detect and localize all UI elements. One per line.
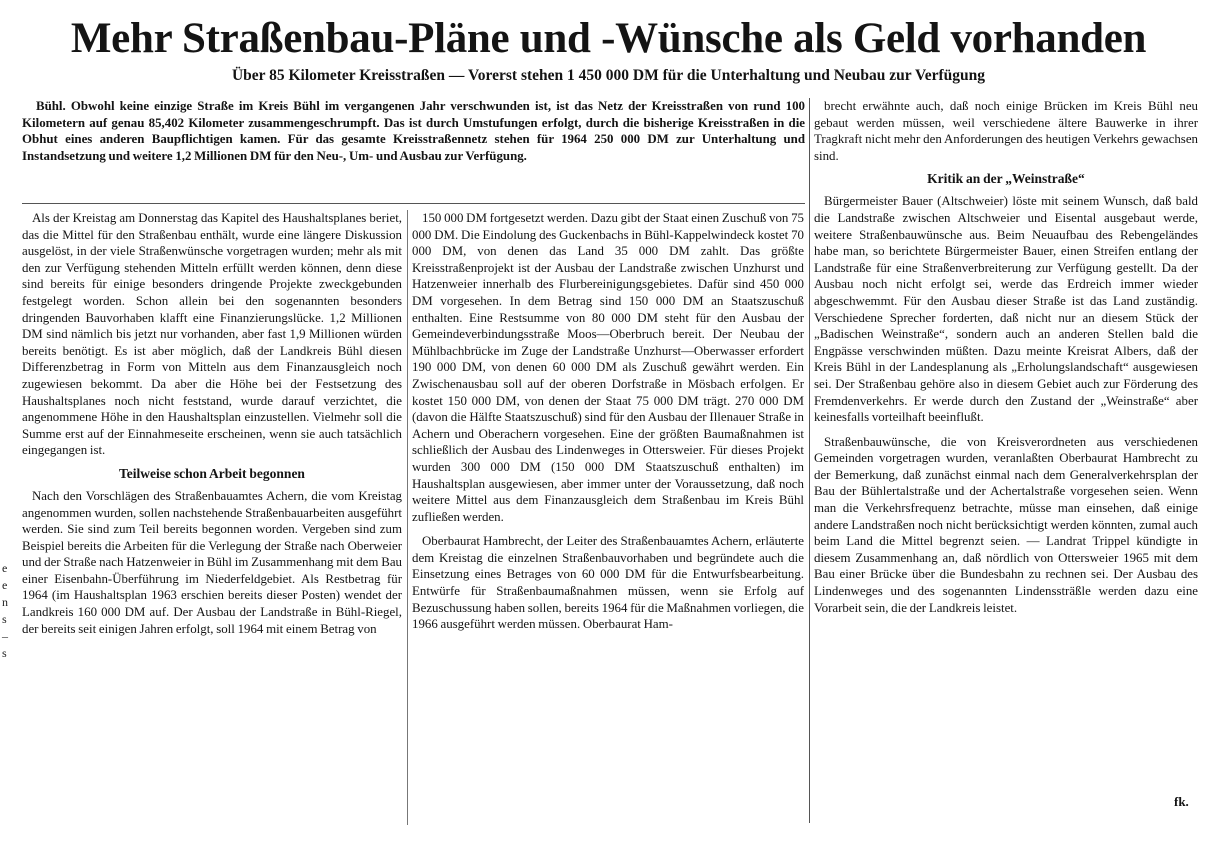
edge-mark: n: [2, 595, 8, 609]
col2-paragraph-2: Oberbaurat Hambrecht, der Leiter des Straßenbauamtes Achern, erläuterte dem Kreistag die einzelnen Straßenbauvorhaben und begründete auch die Einsetzung eines Betrages von 60 000 DM für die Entwurfsbearbeitung. Entwürfe für Straßenbaumaßnahmen müssen, wenn sie Erfolg auf Bezuschussung haben sollen, bereits 1964 für die Maßnahmen vorliegen, die 1966 ausgeführt werden müssen. Oberbaurat Ham-: [412, 534, 804, 632]
column-divider-right: [809, 98, 810, 823]
article-column-1: [22, 210, 402, 637]
headline: Mehr Straßenbau-Pläne und -Wünsche als Geld vorhanden: [70, 15, 1147, 62]
left-edge-fragments: [2, 560, 12, 662]
col1-paragraph-1: Als der Kreistag am Donnerstag das Kapitel des Haushaltsplanes beriet, das die Mittel für den Straßenbau enthält, wurde eine längere Diskussion ausgelöst, in der viele Straßenwünsche vorgetragen wurden; mehr als mit den zur Verfügung stehenden Mitteln erfüllt werden können, denn diese sind bereits für einige besonders dringende Projekte zweckgebunden festgelegt worden. Schon allein bei den sogenannten besonders dringenden Bauvorhaben klafft eine Finanzierungslücke. 1,2 Millionen DM sind nämlich bis jetzt nur vorhanden, aber fast 1,9 Millionen würden bereits benötigt. Es ist aber möglich, daß der Landkreis Bühl diesen Differenzbetrag in Form von Mitteln aus dem Finanzausgleich noch zugewiesen bekommt. Da aber die Höhe bei der Festsetzung des Haushaltsplanes noch nicht feststand, wurde darauf verzichtet, die angenommene Höhe in den Haushaltsplan einzustellen. Vielmehr soll die Summe erst auf der Einnahmeseite erscheinen, wenn sie auch tatsächlich eingegangen ist.: [22, 211, 402, 458]
subheading-teilweise: Teilweise schon Arbeit begonnen: [119, 465, 305, 481]
col1-paragraph-2: Nach den Vorschlägen des Straßenbauamtes Achern, die vom Kreistag angenommen wurden, sollen nachstehende Straßenbauarbeiten ausgeführt werden. Sie sind zum Teil bereits begonnen worden. Vergeben sind zum Beispiel bereits die Arbeiten für die Verlegung der Straße nach Oberweier und der Straße nach Hatzenweier in Bühl im Zusammenhang mit dem Bau einer Eisenbahn-Überführung im Niederfeldgebiet. Als Restbetrag für 1964 (im Haushaltsplan 1963 erschien bereits dieser Posten) wendet der Landkreis 160 000 DM auf. Der Ausbau der Landstraße in Bühl-Riegel, der bereits seit einigen Jahren erfolgt, soll 1964 mit einem Betrag von: [22, 488, 402, 636]
col3-paragraph-3: Straßenbauwünsche, die von Kreisverordneten aus verschiedenen Gemeinden vorgetragen wurden, veranlaßten Oberbaurat Hambrecht zu der Bemerkung, daß zunächst einmal nach dem Generalverkehrsplan der Bau der Bühlertalstraße und der Achertalstraße vorgesehen seien. Wenn man die Verkehrsfrequenz betrachte, müsse man einsehen, daß einige andere Landstraßen noch nicht berücksichtigt werden könnten, zumal auch beim Land die Mittel begrenzt seien. — Landrat Trippel kündigte in diesem Zusammenhang an, daß nördlich von Ottersweier 1965 mit dem Bau einer Brücke über die Bundesbahn zu rechnen sei. Der Ausbau des Lindenweges und des sogenannten Lindenssträßle werden dazu eine Vorarbeit sein, die der Landkreis leistet.: [814, 434, 1198, 615]
lead-divider: [22, 203, 805, 204]
subheadline: Über 85 Kilometer Kreisstraßen — Vorerst stehen 1 450 000 DM für die Unterhaltung und Neubau zur Verfügung: [231, 67, 986, 84]
author-signature: fk.: [1174, 794, 1189, 809]
lead-paragraph-block: [22, 98, 805, 164]
col3-paragraph-1: brecht erwähnte auch, daß noch einige Brücken im Kreis Bühl neu gebaut werden müssen, weil verschiedene ältere Bauwerke in ihrer Tragkraft nicht mehr den Anforderungen des heutigen Verkehrs gewachsen sind.: [814, 99, 1198, 163]
column-divider-left: [407, 210, 408, 825]
article-column-3: [814, 98, 1198, 616]
edge-mark: s: [2, 646, 7, 660]
article-column-2: [412, 210, 804, 633]
edge-mark: –: [2, 629, 8, 643]
edge-mark: e: [2, 561, 8, 575]
lead-paragraph: Bühl. Obwohl keine einzige Straße im Kreis Bühl im vergangenen Jahr verschwunden ist, ist das Netz der Kreisstraßen von rund 100 Kilometern auf genau 85,402 Kilometer zusammengeschrumpft. Das ist durch Umstufungen erfolgt, durch die bisherige Kreisstraßen in die Obhut eines anderen Baupflichtigen kamen. Für das gesamte Kreisstraßennetz stehen für 1964 250 000 DM zur Unterhaltung und Instandsetzung und weitere 1,2 Millionen DM für den Neu-, Um- und Ausbau zur Verfügung.: [22, 99, 805, 163]
edge-mark: e: [2, 578, 8, 592]
col3-paragraph-2: Bürgermeister Bauer (Altschweier) löste mit seinem Wunsch, daß bald die Landstraße zwischen Altschweier und Eisental ausgebaut werde, weitere Straßenbauwünsche aus. Beim Neuaufbau des Rebengeländes habe man, so berichtete Bürgermeister Bauer, einen Streifen entlang der Landstraße für eine Straßenverbreiterung zur Verfügung gestellt. Da der Ausbau noch nicht erfolgt sei, werde das Erdreich immer wieder abgeschwemmt. Für den Ausbau dieser Straße ist das Land zuständig. Verschiedene Sprecher forderten, daß nicht nur an diesem Stück der „Badischen Weinstraße“, sondern auch an anderen Stellen bald die Engpässe verschwinden müßten. Dazu meinte Kreisrat Albers, daß der Kreis Bühl in der Landesplanung als „Erholungslandschaft“ ausgewiesen sei. Der Straßenbau gehöre also in diesem Gebiet auch zur Förderung des Fremdenverkehrs. Er werde durch den Zustand der „Weinstraße“ aber keinesfalls vorteilhaft beeinflußt.: [814, 194, 1198, 425]
edge-mark: s: [2, 612, 7, 626]
subheading-kritik: Kritik an der „Weinstraße“: [927, 171, 1085, 187]
col2-paragraph-1: 150 000 DM fortgesetzt werden. Dazu gibt der Staat einen Zuschuß von 75 000 DM. Die Eindolung des Guckenbachs in Bühl-Kappelwindeck kostet 70 000 DM, von denen das Land 35 000 DM zahlt. Das größte Kreisstraßenprojekt ist der Ausbau der Landstraße zwischen Unzhurst und Hatzenweier innerhalb des Flurbereinigungsgebietes. Dafür sind 450 000 DM vorgesehen. In dem Betrag sind 150 000 DM an Staatszuschuß enthalten. Eine Restsumme von 80 000 DM steht für den Ausbau der Gemeindeverbindungsstraße Moos—Oberbruch bereit. Der Neubau der Mühlbachbrücke im Zuge der Landstraße Unzhurst—Oberwasser erfordert 190 000 DM, von denen 60 000 DM als Zuschuß gewährt werden. Ein Zwischenausbau soll auf der oberen Dorfstraße in Mösbach erfolgen. Er kostet 150 000 DM, von denen der Staat 75 000 DM trägt. 270 000 DM (davon die Hälfte Staatszuschuß) sind für den Ausbau der Illenauer Straße in Achern und Oberachern vorgesehen. Eine der größten Baumaßnahmen ist schließlich der Ausbau des Lindenweges in Ottersweier. Für dieses Projekt wurden 300 000 DM (150 000 DM Staatszuschuß enthalten) im Haushaltsplan ausgewiesen, aber immer unter der Voraussetzung, daß noch weitere Mittel aus dem Finanzausgleich dem Straßenbau im Kreis Bühl zufließen werden.: [412, 211, 804, 524]
